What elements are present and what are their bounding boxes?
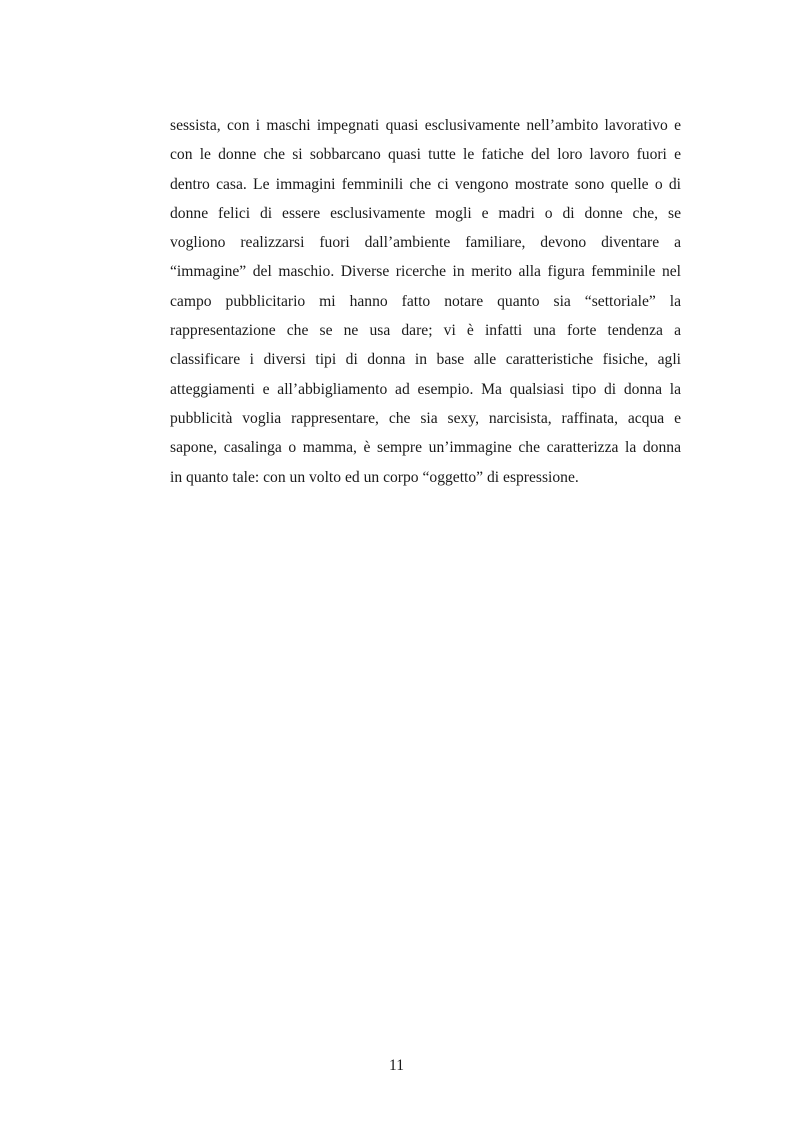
text-line: rappresentazione che se ne usa dare; vi è infatti una forte tendenza a (170, 322, 681, 340)
text-line: donne felici di essere esclusivamente mogli e madri o di donne che, se (170, 204, 681, 222)
text-line: sapone, casalinga o mamma, è sempre un’immagine che caratterizza la donna (170, 439, 681, 457)
text-line: “immagine” del maschio. Diverse ricerche in merito alla figura femminile nel (170, 263, 681, 281)
text-line: atteggiamenti e all’abbigliamento ad esempio. Ma qualsiasi tipo di donna la (170, 380, 681, 398)
text-line: classificare i diversi tipi di donna in base alle caratteristiche fisiche, agli (170, 351, 681, 369)
text-line: sessista, con i maschi impegnati quasi esclusivamente nell’ambito lavorativo e (170, 117, 681, 134)
text-line: vogliono realizzarsi fuori dall’ambiente familiare, devono diventare a (170, 234, 681, 252)
text-line: pubblicità voglia rappresentare, che sia sexy, narcisista, raffinata, acqua e (170, 409, 681, 427)
text-line: campo pubblicitario mi hanno fatto notare quanto sia “settoriale” la (170, 292, 681, 310)
text-line: dentro casa. Le immagini femminili che ci vengono mostrate sono quelle o di (170, 175, 681, 193)
body-paragraph (170, 111, 681, 492)
page-number: 11 (388, 1057, 404, 1074)
text-line: con le donne che si sobbarcano quasi tutte le fatiche del loro lavoro fuori e (170, 146, 681, 164)
text-line: in quanto tale: con un volto ed un corpo “oggetto” di espressione. (170, 468, 579, 486)
